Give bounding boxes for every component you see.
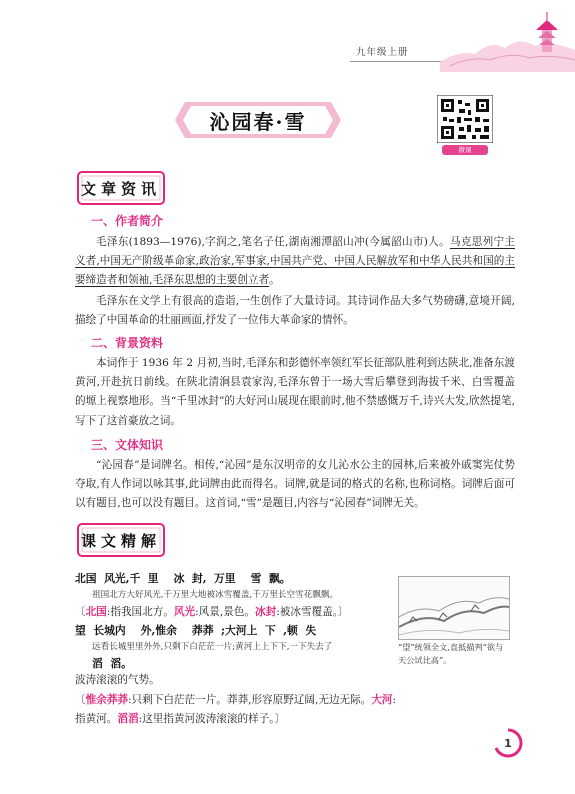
note-text: :指我国北方。: [106, 606, 174, 618]
note-text: :只剩下白茫茫一片。莽莽,形容原野辽阔,无边无际。: [127, 694, 372, 706]
title-banner: [175, 98, 341, 142]
section-box-analysis: [76, 522, 166, 558]
author-text-end: 。: [269, 274, 280, 287]
note-text: :被冰雪覆盖。〕: [276, 606, 349, 618]
annotation-2: [75, 692, 396, 707]
note-keyword: 冰封: [255, 606, 277, 618]
note-keyword: 北国: [85, 606, 107, 618]
note-text: 〔: [75, 694, 86, 706]
poem-line-2: 望 长城内 外,惟余 莽莽 ;大河上 下 ,顿 失: [75, 624, 317, 637]
section-title-articles: 文章资讯: [80, 179, 161, 198]
annotation-1: [75, 604, 349, 619]
annotation-3: [75, 711, 285, 726]
pagoda-mountain-decoration: [440, 10, 575, 72]
translation-line-2: 远看长城里里外外,只剩下白茫茫一片;黄河上上下下,一下失去了: [92, 642, 333, 652]
poem-line-1: 北国 风光,千 里 冰 封, 万里 雪 飘。: [75, 572, 291, 585]
page-number-badge: [493, 728, 523, 758]
heading-background: 二、背景资料: [91, 336, 164, 350]
heading-author: 一、作者简介: [91, 214, 164, 228]
qr-label: 微课: [442, 145, 488, 155]
page-number: 1: [504, 736, 512, 750]
section-box-articles: [76, 170, 166, 206]
author-text-underlined: 马克思列宁主义者,中国无产阶级革命家,政治家,军事家,中国共产党、中国人民解放军和中华人民共和国的主要缔造者和领袖,毛泽东思想的主要创立者: [75, 236, 515, 287]
illustration-caption: “望”统领全文,直抵描判“欲与天公试比高”。: [398, 642, 504, 665]
grade-label: 九年级上册: [356, 47, 409, 58]
literature-paragraph: 毛泽东在文学上有很高的造诣,一生创作了大量诗词。其诗词作品大多气势磅礴,意境开阔,描绘了中国革命的壮丽画面,抒发了一位伟大革命家的情怀。: [75, 295, 515, 327]
qr-code-icon[interactable]: [437, 95, 493, 143]
poem-line-3: 滔 滔。: [92, 657, 132, 670]
lesson-title: 沁园春·雪: [209, 109, 307, 134]
note-keyword: 惟余莽莽: [85, 694, 128, 706]
heading-genre: 三、文体知识: [91, 438, 164, 452]
note-text: 指黄河。: [75, 713, 118, 725]
note-text: :风景,景色。: [195, 606, 256, 618]
note-keyword: 风光: [173, 606, 196, 618]
translation-line-3: 波涛滚滚的气势。: [75, 674, 160, 686]
section-title-analysis: 课文精解: [80, 531, 161, 550]
author-paragraph: [75, 233, 515, 291]
note-text: 〔: [75, 606, 86, 618]
great-wall-illustration: [398, 576, 510, 640]
background-paragraph: 本词作于 1936 年 2 月初,当时,毛泽东和彭德怀率领红军长征部队胜利到达陕北,准备东渡黄河,开赴抗日前线。在陕北清涧县袁家沟,毛泽东曾于一场大雪后攀登到海拔千米、白雪覆盖的塬上视察地形。当“千里冰封”的大好河山展现在眼前时,他不禁感慨万千,诗兴大发,欣然提笔,写下了这首豪放之词。: [75, 357, 515, 427]
translation-line-1: 祖国北方大好风光,千万里大地被冰雪覆盖,千万里长空雪花飘飘。: [92, 590, 339, 600]
note-text: :: [392, 694, 397, 706]
author-text-intro: 毛泽东(1893—1976),字润之,笔名子任,湖南湘潭韶山冲(今属韶山市)人。: [96, 236, 450, 248]
note-keyword: 大河: [371, 694, 393, 706]
note-text: :这里指黄河波涛滚滚的样子。〕: [138, 713, 286, 725]
genre-paragraph: “沁园春”是词牌名。相传,“沁园”是东汉明帝的女儿沁水公主的园林,后来被外戚窦宪仗势夺取,有人作词以咏其事,此词牌由此而得名。词牌,就是词的格式的名称,也称词格。词牌后面可以有题目,也可以没有题目。这首词,“雪”是题目,内容与“沁园春”词牌无关。: [75, 459, 515, 510]
note-keyword: 滔滔: [117, 713, 139, 725]
